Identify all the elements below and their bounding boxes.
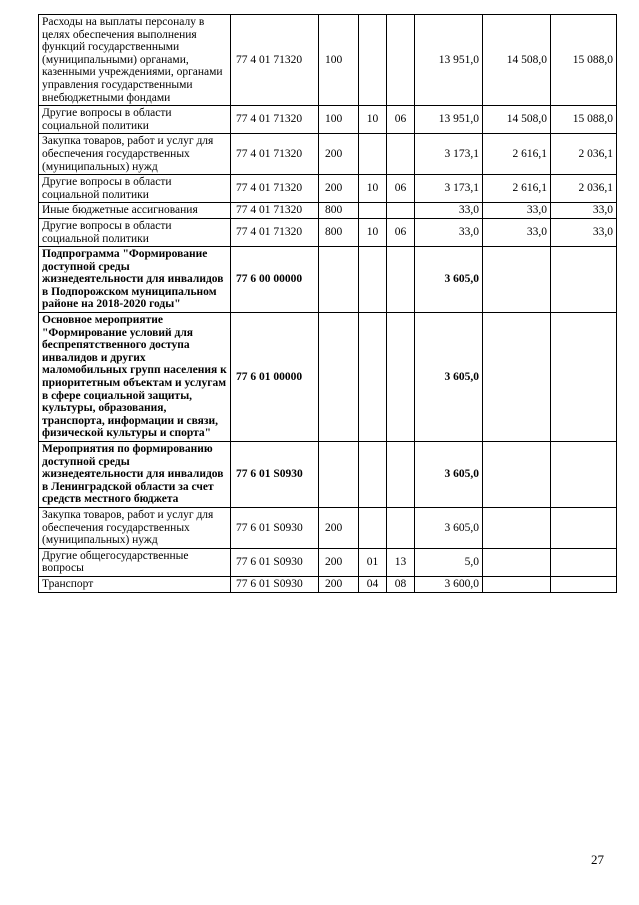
target-article-cell: 77 4 01 71320 [231, 218, 319, 246]
row-name-cell: Мероприятия по формированию доступной среды жизнедеятельности для инвалидов в Ленинградской области за счет средств местного бюджета [39, 442, 231, 508]
expense-type-cell [319, 313, 359, 442]
amount-year1-cell: 33,0 [415, 218, 483, 246]
amount-year2-cell [483, 442, 551, 508]
table-row [39, 15, 617, 106]
amount-year1-cell: 3 600,0 [415, 576, 483, 592]
amount-year2-cell [483, 313, 551, 442]
expense-type-cell: 200 [319, 576, 359, 592]
target-article-cell: 77 6 01 S0930 [231, 442, 319, 508]
amount-year2-cell [483, 576, 551, 592]
amount-year3-cell [551, 313, 617, 442]
table-row [39, 576, 617, 592]
table-body [39, 15, 617, 593]
table-row [39, 247, 617, 313]
target-article-cell: 77 4 01 71320 [231, 134, 319, 175]
target-article-cell: 77 4 01 71320 [231, 175, 319, 203]
target-article-cell: 77 4 01 71320 [231, 106, 319, 134]
expense-type-cell [319, 247, 359, 313]
amount-year2-cell: 14 508,0 [483, 15, 551, 106]
amount-year1-cell: 3 173,1 [415, 175, 483, 203]
section-cell: 10 [359, 175, 387, 203]
expense-type-cell: 200 [319, 175, 359, 203]
expense-type-cell: 200 [319, 507, 359, 548]
amount-year3-cell [551, 442, 617, 508]
amount-year2-cell: 2 616,1 [483, 134, 551, 175]
amount-year1-cell: 3 605,0 [415, 313, 483, 442]
amount-year3-cell [551, 507, 617, 548]
subsection-cell: 06 [387, 218, 415, 246]
subsection-cell [387, 313, 415, 442]
amount-year3-cell [551, 247, 617, 313]
row-name-cell: Закупка товаров, работ и услуг для обеспечения государственных (муниципальных) нужд [39, 134, 231, 175]
amount-year2-cell [483, 507, 551, 548]
subsection-cell: 06 [387, 106, 415, 134]
section-cell [359, 203, 387, 219]
table-row [39, 548, 617, 576]
subsection-cell [387, 203, 415, 219]
table-row [39, 313, 617, 442]
target-article-cell: 77 6 00 00000 [231, 247, 319, 313]
amount-year3-cell: 2 036,1 [551, 134, 617, 175]
amount-year2-cell: 14 508,0 [483, 106, 551, 134]
section-cell [359, 15, 387, 106]
section-cell [359, 442, 387, 508]
target-article-cell: 77 6 01 S0930 [231, 548, 319, 576]
table-row [39, 218, 617, 246]
subsection-cell [387, 442, 415, 508]
section-cell [359, 507, 387, 548]
row-name-cell: Другие вопросы в области социальной политики [39, 175, 231, 203]
subsection-cell [387, 134, 415, 175]
row-name-cell: Подпрограмма "Формирование доступной среды жизнедеятельности для инвалидов в Подпорожском муниципальном районе на 2018-2020 годы" [39, 247, 231, 313]
row-name-cell: Иные бюджетные ассигнования [39, 203, 231, 219]
subsection-cell [387, 507, 415, 548]
expense-type-cell [319, 442, 359, 508]
subsection-cell: 13 [387, 548, 415, 576]
table-row [39, 442, 617, 508]
row-name-cell: Другие общегосударственные вопросы [39, 548, 231, 576]
section-cell: 04 [359, 576, 387, 592]
table-row [39, 134, 617, 175]
section-cell: 10 [359, 106, 387, 134]
expense-type-cell: 100 [319, 15, 359, 106]
amount-year3-cell: 15 088,0 [551, 15, 617, 106]
row-name-cell: Основное мероприятие "Формирование условий для беспрепятственного доступа инвалидов и других маломобильных групп населения к приоритетным объектам и услугам в сфере социальной защиты, культуры, образования, транспорта, информации и связи, физической культуры и спорта" [39, 313, 231, 442]
table-row [39, 106, 617, 134]
amount-year1-cell: 3 605,0 [415, 247, 483, 313]
amount-year1-cell: 13 951,0 [415, 106, 483, 134]
expense-type-cell: 200 [319, 548, 359, 576]
section-cell [359, 134, 387, 175]
amount-year3-cell [551, 576, 617, 592]
amount-year2-cell: 33,0 [483, 203, 551, 219]
subsection-cell [387, 247, 415, 313]
amount-year2-cell [483, 247, 551, 313]
section-cell [359, 313, 387, 442]
amount-year3-cell: 33,0 [551, 218, 617, 246]
amount-year1-cell: 5,0 [415, 548, 483, 576]
row-name-cell: Закупка товаров, работ и услуг для обеспечения государственных (муниципальных) нужд [39, 507, 231, 548]
target-article-cell: 77 6 01 00000 [231, 313, 319, 442]
table-row [39, 175, 617, 203]
amount-year2-cell: 33,0 [483, 218, 551, 246]
row-name-cell: Транспорт [39, 576, 231, 592]
amount-year2-cell: 2 616,1 [483, 175, 551, 203]
amount-year1-cell: 33,0 [415, 203, 483, 219]
subsection-cell: 06 [387, 175, 415, 203]
subsection-cell: 08 [387, 576, 415, 592]
amount-year3-cell: 15 088,0 [551, 106, 617, 134]
amount-year3-cell: 2 036,1 [551, 175, 617, 203]
table-row [39, 203, 617, 219]
page-number: 27 [591, 852, 604, 867]
subsection-cell [387, 15, 415, 106]
section-cell: 01 [359, 548, 387, 576]
amount-year3-cell: 33,0 [551, 203, 617, 219]
target-article-cell: 77 4 01 71320 [231, 203, 319, 219]
expense-type-cell: 800 [319, 203, 359, 219]
amount-year1-cell: 3 173,1 [415, 134, 483, 175]
expense-type-cell: 100 [319, 106, 359, 134]
target-article-cell: 77 6 01 S0930 [231, 507, 319, 548]
section-cell [359, 247, 387, 313]
target-article-cell: 77 4 01 71320 [231, 15, 319, 106]
budget-table [38, 14, 617, 593]
row-name-cell: Расходы на выплаты персоналу в целях обеспечения выполнения функций государственными (муниципальными) органами, казенными учреждениями, органами управления государственными внебюджетными фондами [39, 15, 231, 106]
amount-year3-cell [551, 548, 617, 576]
amount-year1-cell: 13 951,0 [415, 15, 483, 106]
amount-year1-cell: 3 605,0 [415, 507, 483, 548]
expense-type-cell: 200 [319, 134, 359, 175]
target-article-cell: 77 6 01 S0930 [231, 576, 319, 592]
amount-year2-cell [483, 548, 551, 576]
table-row [39, 507, 617, 548]
amount-year1-cell: 3 605,0 [415, 442, 483, 508]
section-cell: 10 [359, 218, 387, 246]
row-name-cell: Другие вопросы в области социальной политики [39, 218, 231, 246]
expense-type-cell: 800 [319, 218, 359, 246]
row-name-cell: Другие вопросы в области социальной политики [39, 106, 231, 134]
